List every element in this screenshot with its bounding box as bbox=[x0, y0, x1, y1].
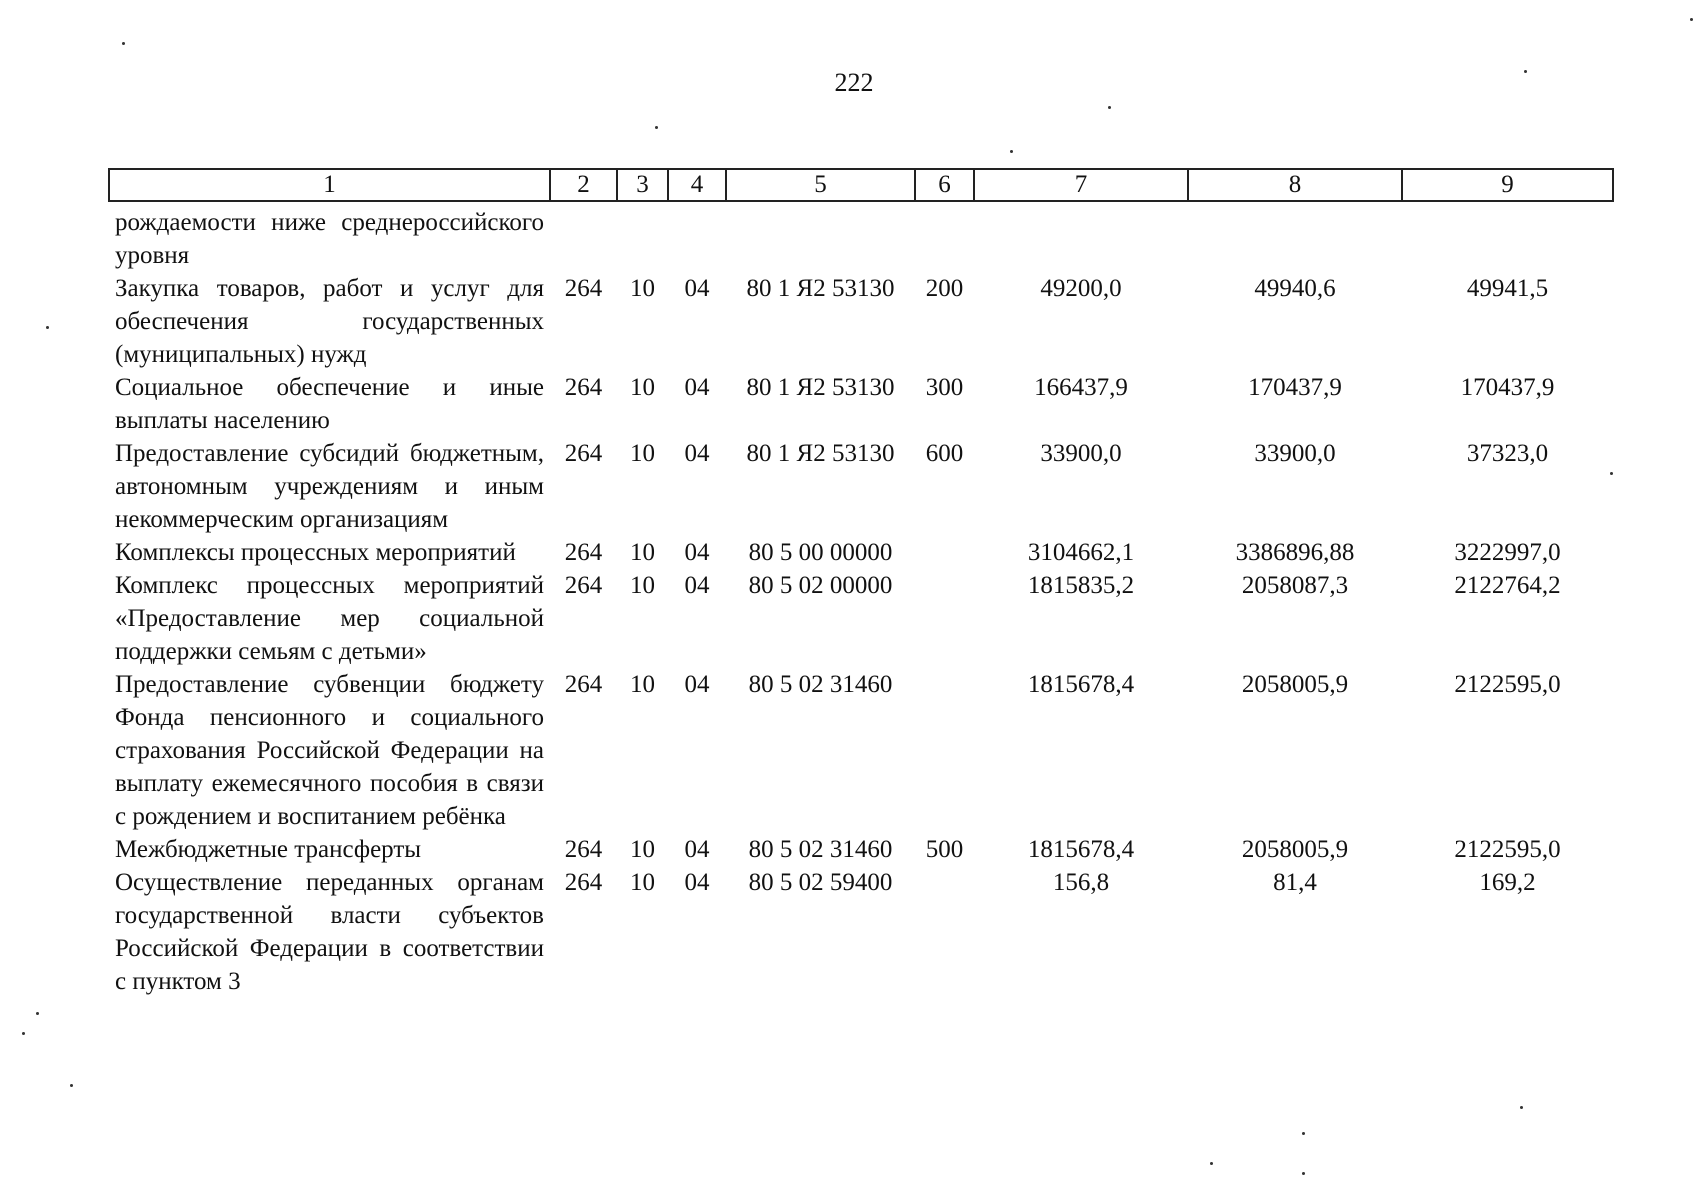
table-row bbox=[109, 437, 1613, 536]
row-description: рождаемости ниже среднероссийского уровня bbox=[115, 209, 544, 269]
scan-speck bbox=[1302, 1132, 1305, 1135]
row-description: Осуществление переданных органам государственной власти субъектов Российской Федерации в соответствии с пунктом 3 bbox=[115, 869, 544, 995]
cell-c8: 170437,9 bbox=[1248, 374, 1342, 401]
scan-speck bbox=[46, 326, 49, 329]
row-description: Предоставление субсидий бюджетным, автономным учреждениям и иным некоммерческим организациям bbox=[115, 440, 544, 533]
cell-c6: 500 bbox=[925, 836, 964, 863]
scan-speck bbox=[655, 126, 658, 129]
cell-c6 bbox=[915, 569, 974, 668]
table-row bbox=[109, 371, 1613, 437]
cell-c6: 300 bbox=[925, 374, 964, 401]
scan-speck bbox=[1690, 18, 1693, 21]
cell-c4 bbox=[668, 201, 726, 272]
scan-speck bbox=[1108, 106, 1111, 109]
cell-c7: 1815678,4 bbox=[1027, 836, 1135, 863]
cell-c3: 10 bbox=[630, 572, 655, 599]
cell-c6 bbox=[915, 668, 974, 833]
cell-c3: 10 bbox=[630, 440, 655, 467]
cell-c7: 166437,9 bbox=[1034, 374, 1128, 401]
cell-c9: 37323,0 bbox=[1466, 440, 1549, 467]
page-number: 222 bbox=[834, 68, 874, 97]
table-row bbox=[109, 272, 1613, 371]
cell-c5: 80 5 02 31460 bbox=[748, 836, 893, 863]
cell-c4: 04 bbox=[684, 836, 710, 863]
cell-c5: 80 5 02 31460 bbox=[748, 671, 893, 698]
cell-c3: 10 bbox=[630, 671, 655, 698]
column-number: 6 bbox=[915, 169, 974, 201]
row-description: Межбюджетные трансферты bbox=[115, 836, 422, 863]
cell-c2 bbox=[550, 201, 617, 272]
cell-c5: 80 1 Я2 53130 bbox=[746, 440, 895, 467]
cell-c9: 170437,9 bbox=[1460, 374, 1555, 401]
row-description: Комплекс процессных мероприятий «Предоставление мер социальной поддержки семьям с детьми» bbox=[115, 572, 544, 665]
cell-c5: 80 5 00 00000 bbox=[748, 539, 893, 566]
row-description: Закупка товаров, работ и услуг для обеспечения государственных (муниципальных) нужд bbox=[115, 275, 544, 368]
cell-c9: 49941,5 bbox=[1466, 275, 1549, 302]
column-number: 3 bbox=[617, 169, 668, 201]
cell-c7: 33900,0 bbox=[1040, 440, 1122, 467]
cell-c7: 1815835,2 bbox=[1027, 572, 1135, 599]
cell-c3: 10 bbox=[630, 374, 655, 401]
table-row bbox=[109, 569, 1613, 668]
cell-c2: 264 bbox=[564, 374, 603, 401]
row-description: Предоставление субвенции бюджету Фонда пенсионного и социального страхования Российской Федерации на выплату ежемесячного пособия в связи с рождением и воспитанием ребёнка bbox=[115, 671, 544, 830]
cell-c5: 80 5 02 00000 bbox=[748, 572, 893, 599]
column-number-header bbox=[109, 169, 1613, 201]
scan-speck bbox=[1302, 1172, 1305, 1175]
cell-c8 bbox=[1188, 201, 1402, 272]
cell-c4: 04 bbox=[684, 869, 710, 896]
cell-c5: 80 1 Я2 53130 bbox=[746, 374, 895, 401]
scan-speck bbox=[1610, 472, 1613, 475]
cell-c7: 1815678,4 bbox=[1027, 671, 1135, 698]
cell-c3: 10 bbox=[630, 275, 655, 302]
scan-speck bbox=[22, 1032, 25, 1035]
cell-c3: 10 bbox=[630, 539, 655, 566]
cell-c5: 80 5 02 59400 bbox=[748, 869, 893, 896]
cell-c8: 3386896,88 bbox=[1235, 539, 1355, 566]
cell-c8: 2058005,9 bbox=[1241, 836, 1349, 863]
cell-c2: 264 bbox=[564, 275, 603, 302]
table-row bbox=[109, 668, 1613, 833]
cell-c7 bbox=[974, 201, 1188, 272]
table-row bbox=[109, 201, 1613, 272]
column-number: 4 bbox=[668, 169, 726, 201]
cell-c9: 3222997,0 bbox=[1454, 539, 1561, 566]
cell-c9: 2122595,0 bbox=[1454, 671, 1561, 698]
cell-c5: 80 1 Я2 53130 bbox=[746, 275, 895, 302]
column-number: 2 bbox=[550, 169, 617, 201]
table-body bbox=[109, 201, 1613, 998]
scan-speck bbox=[122, 42, 125, 45]
scan-speck bbox=[1010, 150, 1013, 153]
column-number: 9 bbox=[1402, 169, 1613, 201]
cell-c2: 264 bbox=[564, 539, 603, 566]
cell-c8: 2058087,3 bbox=[1241, 572, 1349, 599]
cell-c3 bbox=[617, 201, 668, 272]
cell-c5 bbox=[726, 201, 915, 272]
column-number: 7 bbox=[974, 169, 1188, 201]
cell-c9 bbox=[1402, 201, 1613, 272]
cell-c3: 10 bbox=[630, 836, 655, 863]
scan-speck bbox=[1524, 70, 1527, 73]
scan-speck bbox=[36, 1012, 39, 1015]
cell-c7: 156,8 bbox=[1052, 869, 1110, 896]
row-description: Комплексы процессных мероприятий bbox=[115, 539, 516, 566]
scan-speck bbox=[1210, 1162, 1213, 1165]
budget-table bbox=[108, 168, 1614, 998]
cell-c7: 49200,0 bbox=[1040, 275, 1122, 302]
cell-c4: 04 bbox=[684, 374, 710, 401]
cell-c6 bbox=[915, 866, 974, 998]
table-row bbox=[109, 866, 1613, 998]
column-number: 5 bbox=[726, 169, 915, 201]
cell-c7: 3104662,1 bbox=[1027, 539, 1135, 566]
cell-c4: 04 bbox=[684, 539, 710, 566]
cell-c8: 33900,0 bbox=[1254, 440, 1336, 467]
cell-c2: 264 bbox=[564, 572, 603, 599]
table-row bbox=[109, 833, 1613, 866]
cell-c4: 04 bbox=[684, 572, 710, 599]
cell-c6: 200 bbox=[925, 275, 964, 302]
row-description: Социальное обеспечение и иные выплаты населению bbox=[115, 374, 544, 434]
cell-c4: 04 bbox=[684, 275, 710, 302]
cell-c6 bbox=[915, 536, 974, 569]
cell-c4: 04 bbox=[684, 671, 710, 698]
cell-c3: 10 bbox=[630, 869, 655, 896]
cell-c6: 600 bbox=[925, 440, 964, 467]
table-row bbox=[109, 536, 1613, 569]
cell-c9: 169,2 bbox=[1479, 869, 1536, 896]
cell-c6 bbox=[915, 201, 974, 272]
cell-c8: 49940,6 bbox=[1254, 275, 1336, 302]
cell-c2: 264 bbox=[564, 836, 603, 863]
cell-c9: 2122595,0 bbox=[1454, 836, 1561, 863]
cell-c9: 2122764,2 bbox=[1454, 572, 1561, 599]
cell-c2: 264 bbox=[564, 671, 603, 698]
cell-c2: 264 bbox=[564, 869, 603, 896]
cell-c8: 2058005,9 bbox=[1241, 671, 1349, 698]
cell-c4: 04 bbox=[684, 440, 710, 467]
cell-c8: 81,4 bbox=[1273, 869, 1317, 896]
scan-speck bbox=[70, 1084, 73, 1087]
column-number: 1 bbox=[109, 169, 550, 201]
scan-speck bbox=[1520, 1106, 1523, 1109]
column-number: 8 bbox=[1188, 169, 1402, 201]
cell-c2: 264 bbox=[564, 440, 603, 467]
